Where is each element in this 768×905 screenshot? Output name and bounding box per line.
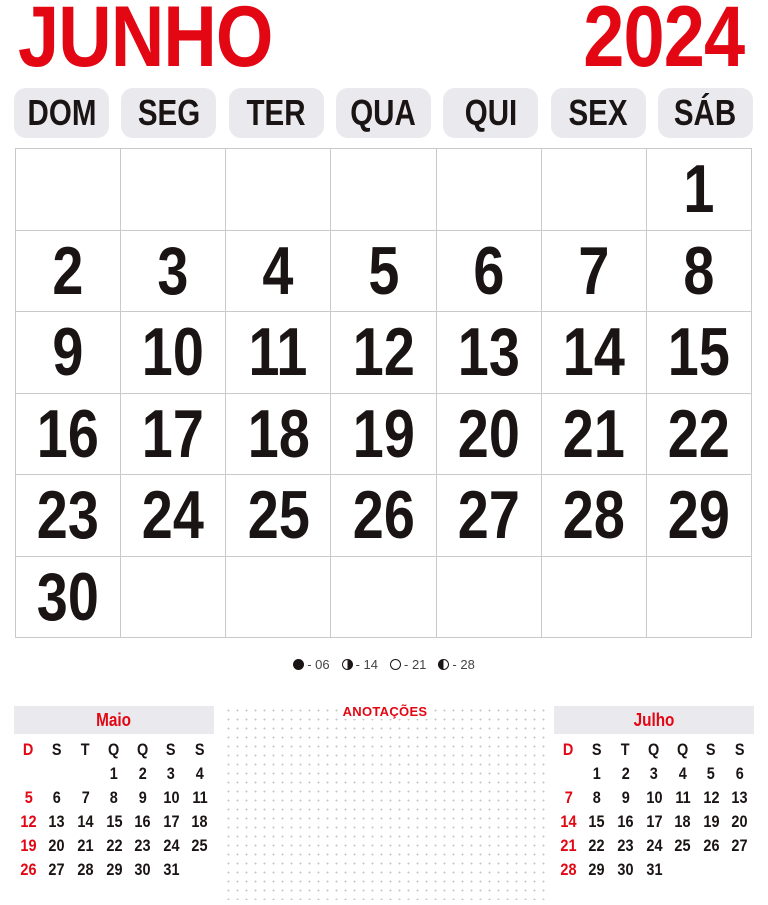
mini-day-number: 9 <box>621 788 630 807</box>
mini-day-cell <box>583 762 612 786</box>
mini-calendar-title-text: Julho <box>633 709 675 730</box>
day-cell[interactable] <box>121 475 226 557</box>
empty-day-cell <box>542 149 647 231</box>
empty-day-cell <box>121 557 226 639</box>
day-cell[interactable] <box>331 394 436 476</box>
last-quarter-moon-icon <box>438 659 449 670</box>
day-number: 16 <box>37 395 100 472</box>
mini-day-number: 9 <box>138 788 147 807</box>
day-cell[interactable] <box>647 149 752 231</box>
mini-day-cell <box>697 762 726 786</box>
mini-day-cell <box>14 834 43 858</box>
day-cell[interactable] <box>647 394 752 476</box>
mini-day-cell <box>185 762 214 786</box>
mini-day-cell <box>640 810 669 834</box>
mini-day-number: 10 <box>645 788 663 807</box>
mini-day-number: 19 <box>20 836 37 855</box>
mini-weekday-text: S <box>52 740 62 759</box>
mini-day-cell <box>611 834 640 858</box>
mini-day-cell <box>640 858 669 882</box>
mini-day-cell <box>128 834 157 858</box>
mini-empty-cell <box>185 858 214 882</box>
weekday-header-dom <box>14 88 109 138</box>
mini-day-cell <box>128 762 157 786</box>
moon-phase-item <box>438 657 474 672</box>
notes-title-text: ANOTAÇÕES <box>339 704 432 719</box>
mini-day-cell <box>554 810 583 834</box>
mini-day-number: 10 <box>163 788 180 807</box>
mini-weekday-text: S <box>592 740 602 759</box>
mini-day-cell <box>71 810 100 834</box>
day-cell[interactable] <box>331 312 436 394</box>
mini-weekday-label <box>43 738 72 762</box>
day-number: 10 <box>142 314 205 391</box>
mini-day-cell <box>157 858 186 882</box>
mini-weekday-label <box>725 738 754 762</box>
mini-day-number: 12 <box>20 812 37 831</box>
mini-day-cell <box>725 834 754 858</box>
mini-day-number: 26 <box>703 836 720 855</box>
mini-day-cell <box>100 786 129 810</box>
mini-day-number: 20 <box>731 812 748 831</box>
mini-weekday-text: S <box>734 740 745 759</box>
day-number: 18 <box>247 395 310 472</box>
empty-day-cell <box>647 557 752 639</box>
day-number: 15 <box>667 314 730 391</box>
day-number: 23 <box>37 477 100 554</box>
day-number: 26 <box>352 477 415 554</box>
day-cell[interactable] <box>121 312 226 394</box>
moon-phase-date: - 14 <box>355 657 378 672</box>
mini-day-number: 28 <box>77 860 94 879</box>
notes-title <box>222 703 548 721</box>
mini-day-cell <box>185 810 214 834</box>
day-cell[interactable] <box>16 475 121 557</box>
mini-day-number: 7 <box>564 788 573 807</box>
mini-day-number: 5 <box>707 764 716 783</box>
weekday-header-qua <box>336 88 431 138</box>
mini-day-number: 14 <box>77 812 94 831</box>
mini-day-cell <box>185 834 214 858</box>
mini-day-cell <box>725 762 754 786</box>
mini-day-number: 25 <box>674 836 691 855</box>
full-moon-icon <box>390 659 401 670</box>
mini-day-cell <box>554 834 583 858</box>
mini-day-cell <box>14 810 43 834</box>
mini-day-cell <box>43 810 72 834</box>
mini-day-number: 2 <box>138 764 147 783</box>
day-cell[interactable] <box>16 231 121 313</box>
mini-day-cell <box>43 786 72 810</box>
mini-weekday-label <box>185 738 214 762</box>
mini-day-number: 7 <box>81 788 90 807</box>
mini-day-cell <box>157 810 186 834</box>
mini-day-number: 16 <box>617 812 634 831</box>
day-cell[interactable] <box>542 231 647 313</box>
moon-phase-date: - 28 <box>452 657 475 672</box>
empty-day-cell <box>226 557 331 639</box>
mini-day-cell <box>100 810 129 834</box>
mini-day-cell <box>640 834 669 858</box>
day-cell[interactable] <box>647 475 752 557</box>
mini-day-cell <box>668 834 697 858</box>
day-number: 5 <box>367 232 400 309</box>
weekday-label: SEX <box>568 92 628 133</box>
day-number: 9 <box>52 314 84 391</box>
mini-weekday-text: D <box>23 740 34 759</box>
weekday-label: QUA <box>350 92 417 133</box>
mini-day-cell <box>43 858 72 882</box>
mini-day-cell <box>611 810 640 834</box>
mini-empty-cell <box>71 762 100 786</box>
day-cell[interactable] <box>16 394 121 476</box>
mini-day-number: 23 <box>134 836 151 855</box>
mini-day-number: 25 <box>191 836 208 855</box>
mini-day-cell <box>611 762 640 786</box>
empty-day-cell <box>331 149 436 231</box>
empty-day-cell <box>437 557 542 639</box>
month-title: JUNHO <box>18 0 273 85</box>
mini-day-cell <box>100 858 129 882</box>
weekday-label: QUI <box>464 92 518 133</box>
mini-calendar-grid <box>14 738 214 882</box>
mini-day-number: 4 <box>678 764 687 783</box>
weekday-header-row <box>14 88 753 138</box>
mini-day-cell <box>725 786 754 810</box>
mini-empty-cell <box>697 858 726 882</box>
mini-calendar-previous-month <box>14 706 214 882</box>
mini-weekday-label <box>14 738 43 762</box>
day-cell[interactable] <box>226 475 331 557</box>
mini-weekday-label <box>640 738 669 762</box>
weekday-label: SEG <box>137 92 201 133</box>
day-number: 3 <box>157 232 189 309</box>
mini-day-number: 19 <box>703 812 720 831</box>
day-number: 12 <box>352 314 415 391</box>
mini-day-number: 17 <box>163 812 180 831</box>
mini-day-number: 30 <box>617 860 634 879</box>
mini-day-cell <box>583 834 612 858</box>
mini-day-cell <box>697 810 726 834</box>
mini-day-number: 22 <box>105 836 123 855</box>
mini-day-number: 2 <box>621 764 630 783</box>
moon-phase-item <box>390 657 426 672</box>
day-number: 7 <box>578 232 610 309</box>
mini-empty-cell <box>14 762 43 786</box>
mini-day-cell <box>725 810 754 834</box>
moon-phases-legend <box>0 657 768 672</box>
day-number: 14 <box>562 314 625 391</box>
mini-day-cell <box>71 858 100 882</box>
mini-day-number: 31 <box>163 860 180 879</box>
day-number: 30 <box>37 558 100 635</box>
mini-weekday-text: Q <box>136 740 149 759</box>
day-cell[interactable] <box>647 312 752 394</box>
mini-weekday-text: Q <box>648 740 660 759</box>
mini-day-number: 12 <box>703 788 720 807</box>
mini-calendar-title-text: Maio <box>96 709 132 730</box>
mini-day-number: 28 <box>560 860 577 879</box>
mini-day-cell <box>71 834 100 858</box>
mini-day-number: 13 <box>731 788 748 807</box>
mini-day-cell <box>668 810 697 834</box>
weekday-header-sab <box>658 88 753 138</box>
mini-day-cell <box>668 786 697 810</box>
mini-weekday-text: S <box>166 740 176 759</box>
day-cell[interactable] <box>226 231 331 313</box>
day-number: 22 <box>667 395 730 472</box>
mini-day-cell <box>100 834 129 858</box>
mini-empty-cell <box>668 858 697 882</box>
mini-day-cell <box>14 786 43 810</box>
mini-day-cell <box>43 834 72 858</box>
notes-area[interactable] <box>222 704 548 900</box>
day-number: 6 <box>473 232 505 309</box>
empty-day-cell <box>331 557 436 639</box>
weekday-label: DOM <box>27 92 96 133</box>
mini-day-cell <box>100 762 129 786</box>
mini-day-number: 3 <box>167 764 176 783</box>
mini-day-number: 1 <box>109 764 119 783</box>
day-number: 1 <box>683 151 715 228</box>
day-cell[interactable] <box>647 231 752 313</box>
day-cell[interactable] <box>331 475 436 557</box>
day-number: 28 <box>562 477 625 554</box>
empty-day-cell <box>121 149 226 231</box>
mini-day-number: 24 <box>645 836 663 855</box>
mini-day-number: 17 <box>645 812 663 831</box>
day-cell[interactable] <box>121 394 226 476</box>
mini-day-cell <box>583 858 612 882</box>
mini-day-number: 3 <box>649 764 659 783</box>
moon-phase-date: - 21 <box>404 657 427 672</box>
day-number: 27 <box>457 477 520 554</box>
moon-phase-date: - 06 <box>307 657 330 672</box>
mini-day-number: 21 <box>560 836 577 855</box>
empty-day-cell <box>226 149 331 231</box>
mini-day-cell <box>640 762 669 786</box>
mini-day-number: 1 <box>592 764 601 783</box>
day-cell[interactable] <box>121 231 226 313</box>
day-number: 21 <box>562 395 625 472</box>
weekday-header-ter <box>229 88 324 138</box>
day-number: 8 <box>683 232 715 309</box>
mini-day-cell <box>128 858 157 882</box>
mini-day-number: 18 <box>674 812 691 831</box>
mini-weekday-text: Q <box>108 740 120 759</box>
moon-phase-item <box>293 657 329 672</box>
day-cell[interactable] <box>331 231 436 313</box>
mini-day-cell <box>640 786 669 810</box>
mini-day-number: 27 <box>731 836 748 855</box>
day-cell[interactable] <box>437 231 542 313</box>
mini-weekday-label <box>157 738 186 762</box>
day-cell[interactable] <box>542 394 647 476</box>
mini-weekday-label <box>128 738 157 762</box>
day-cell[interactable] <box>437 475 542 557</box>
day-number: 19 <box>352 395 415 472</box>
mini-weekday-text: T <box>80 740 90 759</box>
empty-day-cell <box>16 149 121 231</box>
mini-calendar-grid <box>554 738 754 882</box>
mini-day-cell <box>157 762 186 786</box>
mini-weekday-label <box>697 738 726 762</box>
mini-day-number: 11 <box>674 788 691 807</box>
day-cell[interactable] <box>542 475 647 557</box>
mini-day-cell <box>583 810 612 834</box>
mini-day-cell <box>14 858 43 882</box>
day-number: 17 <box>142 395 205 472</box>
mini-weekday-text: S <box>194 740 205 759</box>
mini-day-number: 18 <box>191 812 208 831</box>
day-number: 25 <box>247 477 310 554</box>
mini-day-number: 8 <box>109 788 119 807</box>
mini-weekday-label <box>71 738 100 762</box>
first-quarter-moon-icon <box>342 659 353 670</box>
mini-day-cell <box>611 786 640 810</box>
mini-day-number: 16 <box>134 812 151 831</box>
day-cell[interactable] <box>16 557 121 639</box>
mini-day-cell <box>185 786 214 810</box>
mini-day-number: 24 <box>163 836 180 855</box>
mini-day-cell <box>668 762 697 786</box>
mini-empty-cell <box>43 762 72 786</box>
mini-day-number: 5 <box>24 788 33 807</box>
mini-weekday-text: S <box>706 740 716 759</box>
mini-day-number: 13 <box>48 812 65 831</box>
day-cell[interactable] <box>16 312 121 394</box>
mini-day-number: 22 <box>588 836 605 855</box>
mini-day-cell <box>554 786 583 810</box>
calendar-grid <box>15 148 752 638</box>
day-cell[interactable] <box>437 312 542 394</box>
mini-day-cell <box>611 858 640 882</box>
day-cell[interactable] <box>226 394 331 476</box>
mini-day-number: 20 <box>48 836 65 855</box>
day-number: 4 <box>262 232 294 309</box>
mini-weekday-label <box>668 738 697 762</box>
day-number: 2 <box>52 232 84 309</box>
weekday-label: SÁB <box>674 92 737 133</box>
mini-day-number: 31 <box>645 860 663 879</box>
mini-day-number: 29 <box>588 860 605 879</box>
day-number: 13 <box>457 314 520 391</box>
mini-day-cell <box>583 786 612 810</box>
mini-weekday-text: D <box>563 740 574 759</box>
new-moon-icon <box>293 659 304 670</box>
mini-day-cell <box>697 786 726 810</box>
mini-day-cell <box>554 858 583 882</box>
mini-day-number: 15 <box>588 812 605 831</box>
mini-day-number: 23 <box>617 836 634 855</box>
mini-weekday-label <box>554 738 583 762</box>
weekday-label: TER <box>246 92 306 133</box>
mini-day-number: 8 <box>592 788 601 807</box>
day-cell[interactable] <box>226 312 331 394</box>
mini-day-number: 26 <box>20 860 37 879</box>
mini-weekday-text: Q <box>676 740 689 759</box>
mini-weekday-label <box>583 738 612 762</box>
mini-day-number: 29 <box>105 860 123 879</box>
day-number: 29 <box>667 477 730 554</box>
mini-empty-cell <box>725 858 754 882</box>
mini-day-cell <box>71 786 100 810</box>
mini-day-number: 4 <box>195 764 204 783</box>
mini-day-number: 15 <box>105 812 123 831</box>
mini-empty-cell <box>554 762 583 786</box>
moon-phase-item <box>342 657 378 672</box>
weekday-header-sex <box>551 88 646 138</box>
mini-calendar-title <box>554 706 754 734</box>
mini-day-number: 21 <box>77 836 94 855</box>
weekday-header-seg <box>121 88 216 138</box>
mini-day-cell <box>157 834 186 858</box>
mini-day-cell <box>157 786 186 810</box>
mini-weekday-label <box>611 738 640 762</box>
day-number: 24 <box>142 477 205 554</box>
mini-day-number: 14 <box>560 812 577 831</box>
day-number: 20 <box>457 395 520 472</box>
empty-day-cell <box>542 557 647 639</box>
mini-day-number: 11 <box>192 788 208 807</box>
mini-day-number: 30 <box>134 860 151 879</box>
mini-weekday-label <box>100 738 129 762</box>
day-number: 11 <box>248 314 308 391</box>
weekday-header-qui <box>443 88 538 138</box>
mini-calendar-next-month <box>554 706 754 882</box>
year-title: 2024 <box>582 0 744 85</box>
mini-weekday-text: T <box>620 740 630 759</box>
mini-day-number: 6 <box>52 788 61 807</box>
mini-day-number: 27 <box>48 860 65 879</box>
mini-day-number: 6 <box>735 764 744 783</box>
day-cell[interactable] <box>542 312 647 394</box>
mini-day-cell <box>697 834 726 858</box>
mini-calendar-title <box>14 706 214 734</box>
mini-day-cell <box>128 786 157 810</box>
day-cell[interactable] <box>437 394 542 476</box>
empty-day-cell <box>437 149 542 231</box>
mini-day-cell <box>128 810 157 834</box>
